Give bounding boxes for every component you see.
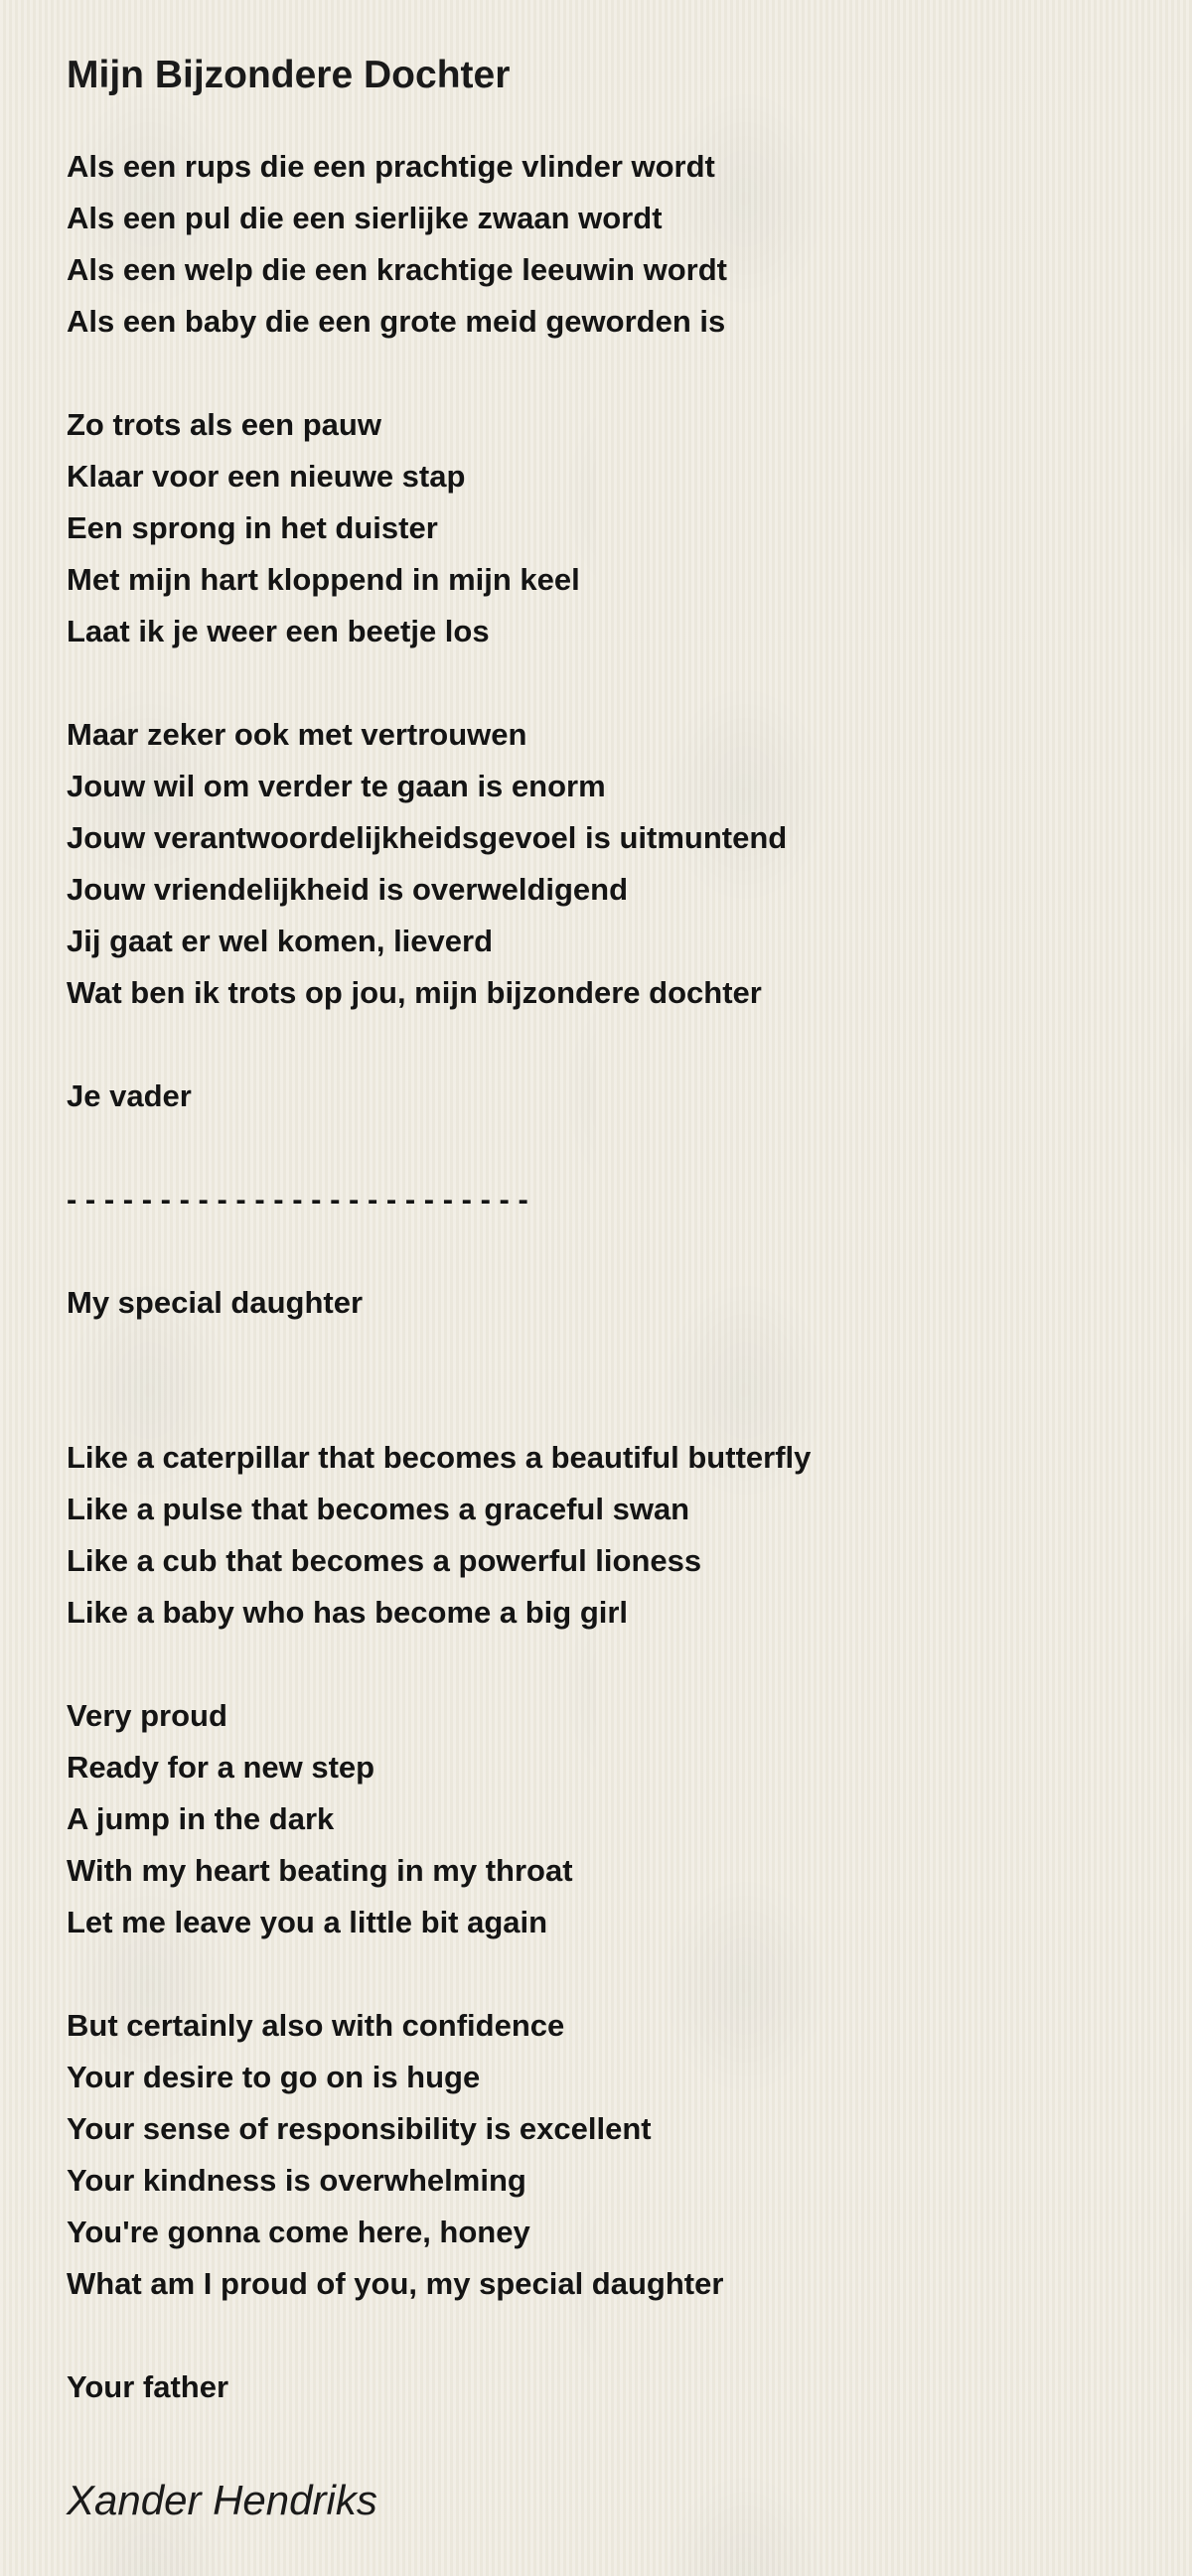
poem-line: Let me leave you a little bit again <box>67 1905 548 1939</box>
poem-line: Your kindness is overwhelming <box>67 2163 526 2198</box>
stanza-break <box>67 348 1139 399</box>
poem-line: Like a pulse that becomes a graceful swan <box>67 1492 690 1526</box>
poem-line: Je vader <box>67 1078 192 1113</box>
poem-line: Jouw vriendelijkheid is overweldigend <box>67 872 629 907</box>
poem-line: A jump in the dark <box>67 1801 335 1836</box>
poem-line: Like a cub that becomes a powerful lioness <box>67 1543 702 1578</box>
stanza-break <box>67 1948 1139 2000</box>
poem-body <box>67 141 1139 2413</box>
poem-line: Zo trots als een pauw <box>67 407 381 442</box>
poem-line: Like a caterpillar that becomes a beautiful butterfly <box>67 1440 812 1475</box>
poem-line: Als een baby die een grote meid geworden is <box>67 304 726 339</box>
stanza-break <box>67 657 1139 709</box>
poem-line: Very proud <box>67 1698 227 1733</box>
stanza-break <box>67 1639 1139 1690</box>
stanza-break <box>67 1019 1139 1071</box>
poem-line: Your desire to go on is huge <box>67 2060 481 2094</box>
poem-line: Als een pul die een sierlijke zwaan wordt <box>67 201 663 235</box>
poem-line: Your sense of responsibility is excellent <box>67 2111 652 2146</box>
stanza-break <box>67 2310 1139 2361</box>
poem-line: Jij gaat er wel komen, lieverd <box>67 924 494 958</box>
stanza-break <box>67 1329 1139 1380</box>
poem-line: Jouw wil om verder te gaan is enorm <box>67 769 606 803</box>
poem-author: Xander Hendriks <box>67 2477 377 2523</box>
poem-line: Maar zeker ook met vertrouwen <box>67 717 527 752</box>
poem-line: You're gonna come here, honey <box>67 2215 530 2249</box>
poem-line: Jouw verantwoordelijkheidsgevoel is uitmuntend <box>67 820 788 855</box>
poem-line: Laat ik je weer een beetje los <box>67 614 490 648</box>
poem-line: With my heart beating in my throat <box>67 1853 573 1888</box>
poem-title: Mijn Bijzondere Dochter <box>67 54 511 96</box>
poem-line: Ready for a new step <box>67 1750 375 1785</box>
poem <box>67 48 1139 2413</box>
stanza-break <box>67 1225 1139 1277</box>
poem-line: Met mijn hart kloppend in mijn keel <box>67 562 580 597</box>
poem-line: Like a baby who has become a big girl <box>67 1595 629 1630</box>
poem-line: Als een welp die een krachtige leeuwin wordt <box>67 252 727 287</box>
poem-line: My special daughter <box>67 1285 364 1320</box>
poem-line: But certainly also with confidence <box>67 2008 565 2043</box>
poem-line: What am I proud of you, my special daughter <box>67 2266 724 2301</box>
poem-line: Klaar voor een nieuwe stap <box>67 459 466 494</box>
poem-line: Een sprong in het duister <box>67 510 438 545</box>
stanza-break <box>67 1122 1139 1174</box>
poem-line: Als een rups die een prachtige vlinder wordt <box>67 149 715 184</box>
poem-line: Your father <box>67 2369 229 2404</box>
poem-line: Wat ben ik trots op jou, mijn bijzondere dochter <box>67 975 762 1010</box>
stanza-break <box>67 1380 1139 1432</box>
poem-line: - - - - - - - - - - - - - - - - - - - - - - - - - <box>67 1182 528 1216</box>
